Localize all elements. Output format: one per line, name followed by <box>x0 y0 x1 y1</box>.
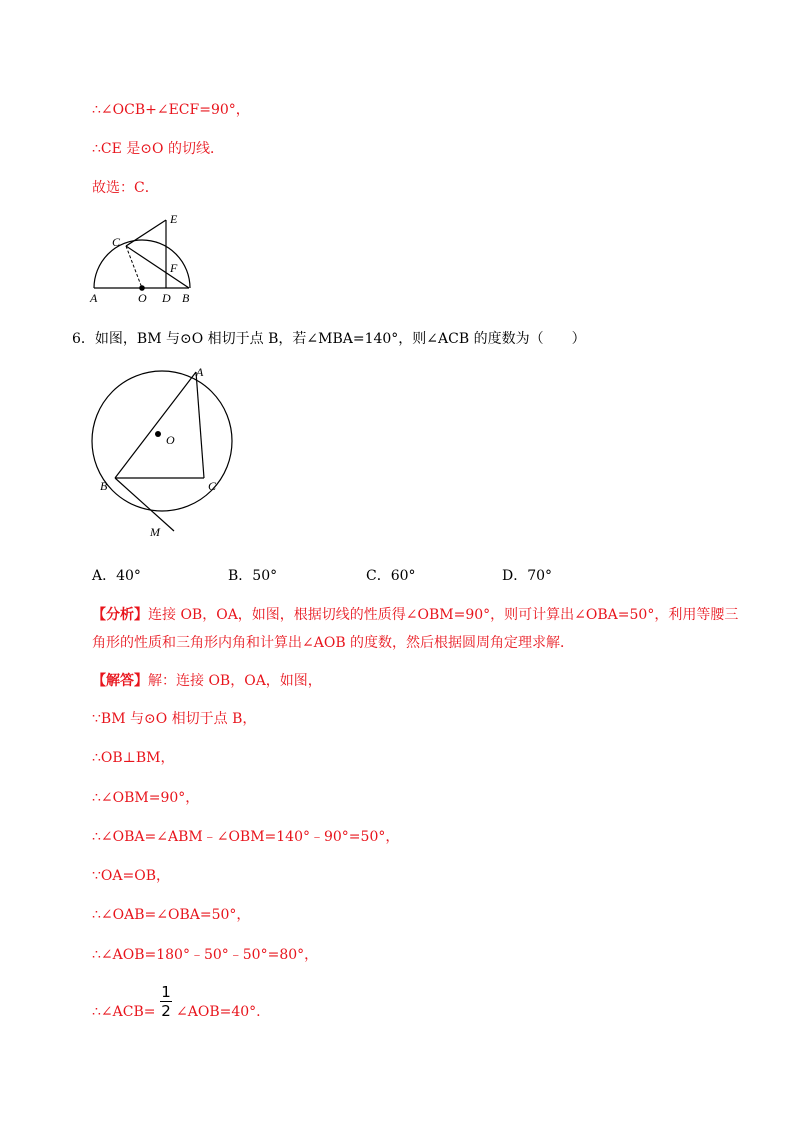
solution-line: ∴∠OCB+∠ECF=90°， <box>92 102 250 118</box>
label-D: D <box>162 291 171 305</box>
figure-semicircle-tangent <box>84 208 204 308</box>
solution-step: ∴∠OBA=∠ABM﹣∠OBM=140°﹣90°=50°， <box>92 829 400 845</box>
option-b: B．50° <box>228 568 278 584</box>
solution-line: ∴CE 是⊙O 的切线． <box>92 141 224 157</box>
option-c: C．60° <box>366 568 416 584</box>
label-A: A <box>196 365 204 379</box>
solution-line: 故选：C． <box>92 180 159 196</box>
label-M: M <box>150 525 160 539</box>
fraction-one-half <box>160 984 172 1019</box>
solution-intro <box>92 670 322 690</box>
solution-step: ∴OB⊥BM， <box>92 750 175 766</box>
analysis-line-1 <box>92 604 738 624</box>
label-A: A <box>90 291 98 305</box>
fraction-numerator: 1 <box>161 983 171 1001</box>
solution-final-suffix: ∠AOB=40°. <box>176 1004 261 1020</box>
label-E: E <box>170 212 178 226</box>
solution-step: ∴∠OBM=90°， <box>92 790 200 806</box>
label-C: C <box>112 235 121 249</box>
solution-step: ∴∠AOB=180°﹣50°﹣50°=80°， <box>92 947 319 963</box>
option-a: A．40° <box>92 568 141 584</box>
solution-step: ∴∠OAB=∠OBA=50°， <box>92 907 251 923</box>
analysis-tag: 【分析】 <box>92 607 148 623</box>
label-C: C <box>208 479 217 493</box>
label-B: B <box>100 479 108 493</box>
question-text: 6．如图，BM 与⊙O 相切于点 B，若∠MBA=140°，则∠ACB 的度数为（ ） <box>72 331 586 347</box>
figure-circle-tangent <box>86 356 246 546</box>
solution-step: ∵BM 与⊙O 相切于点 B， <box>92 711 257 727</box>
solution-final-prefix: ∴∠ACB= <box>92 1004 156 1020</box>
solution-step: ∵OA=OB， <box>92 868 170 884</box>
label-F: F <box>170 261 178 275</box>
analysis-line-2: 角形的性质和三角形内角和计算出∠AOB 的度数，然后根据圆周角定理求解． <box>92 635 575 651</box>
label-O: O <box>166 433 175 447</box>
solution-tag: 【解答】 <box>92 673 148 689</box>
label-O: O <box>138 291 147 305</box>
fraction-denominator: 2 <box>161 1002 171 1020</box>
option-d: D．70° <box>502 568 553 584</box>
label-B: B <box>182 291 190 305</box>
solution-intro-text: 解：连接 OB，OA，如图， <box>148 673 322 689</box>
analysis-text-1: 连接 OB，OA，如图，根据切线的性质得∠OBM=90°，则可计算出∠OBA=50°，利用等腰三 <box>148 607 739 623</box>
